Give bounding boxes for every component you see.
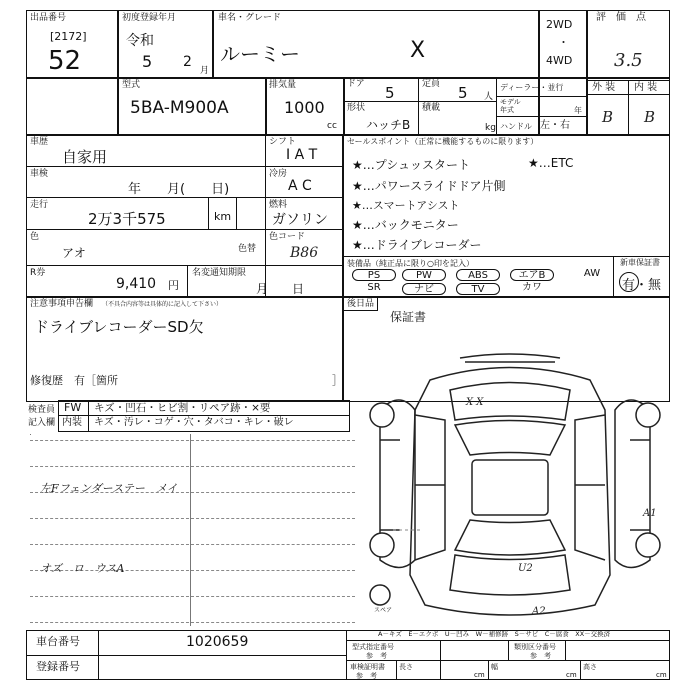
type-designation-sub: 参 考 bbox=[366, 652, 387, 660]
mark-xx: X X bbox=[466, 397, 484, 408]
history-label: 車歴 bbox=[30, 137, 49, 147]
recycle-label: R券 bbox=[30, 268, 46, 278]
shape-value: ハッチB bbox=[366, 118, 411, 132]
remark-rule bbox=[30, 466, 355, 467]
equip-row1-1: PW bbox=[402, 269, 446, 281]
remark-rule bbox=[30, 544, 355, 545]
displacement-value: 1000 bbox=[284, 98, 325, 117]
remark-rule bbox=[30, 518, 355, 519]
color-label: 色 bbox=[30, 232, 40, 242]
handle-label: ハンドル bbox=[500, 122, 532, 131]
divider bbox=[88, 400, 89, 432]
sales-points-label: セールスポイント（正常に機能するものに限ります） bbox=[347, 137, 539, 146]
model-year-unit: 年 bbox=[574, 106, 582, 115]
inspection-label: 車検 bbox=[30, 169, 49, 179]
score-label: 評 価 点 bbox=[596, 12, 646, 23]
chassis-label: 車台番号 bbox=[36, 635, 80, 648]
inspection-value: 年 月( 日) bbox=[128, 182, 230, 197]
divider bbox=[58, 415, 350, 416]
damage-legend: A－キズ E－エクボ U－凹み W－補修跡 S－サビ C－腐食 XX－交換済 bbox=[378, 630, 611, 638]
ac-label: 冷房 bbox=[269, 169, 288, 179]
equip-row2-0: SR bbox=[367, 282, 381, 293]
divider bbox=[396, 660, 397, 680]
warranty-value: 有・無 bbox=[622, 278, 662, 293]
sales-point-3: ★…パワースライドドア片側 bbox=[352, 179, 506, 193]
divider bbox=[265, 134, 266, 296]
remark-1: 左Fフェンダーステー メイ bbox=[40, 482, 178, 495]
divider bbox=[586, 10, 588, 135]
car-name: ルーミー bbox=[220, 42, 300, 66]
load-unit: kg bbox=[485, 123, 496, 133]
shift-label: シフト bbox=[269, 137, 297, 147]
fuel-label: 燃料 bbox=[269, 200, 288, 210]
equip-row2-1: ナビ bbox=[402, 283, 446, 295]
divider bbox=[212, 10, 214, 78]
notes-text: ドライブレコーダーSD欠 bbox=[34, 318, 204, 336]
first-reg-month: 2 bbox=[183, 54, 192, 70]
mileage-value: 2万3千575 bbox=[88, 210, 166, 228]
height-unit: cm bbox=[656, 671, 667, 679]
cert-sub: 参 考 bbox=[356, 672, 377, 680]
score-value: 3.5 bbox=[614, 50, 643, 71]
category-sub: 参 考 bbox=[530, 652, 551, 660]
divider bbox=[440, 640, 441, 680]
interior-inspect-label: 内装 bbox=[62, 417, 82, 428]
divider bbox=[628, 80, 629, 135]
recycle-unit: 円 bbox=[168, 279, 179, 292]
shape-label: 形状 bbox=[347, 103, 366, 113]
divider bbox=[342, 310, 377, 311]
divider bbox=[236, 197, 237, 229]
lot-label: 出品番号 bbox=[30, 13, 67, 23]
notes-label: 注意事項申告欄 bbox=[30, 299, 94, 309]
interior-label: 内 装 bbox=[634, 82, 658, 93]
warranty-label: 新車保証書 bbox=[620, 258, 660, 267]
repair-history: 修復歴 有［箇所 bbox=[30, 374, 118, 387]
divider bbox=[26, 265, 342, 266]
exterior-value: B bbox=[602, 108, 614, 126]
divider bbox=[26, 229, 342, 230]
divider bbox=[342, 134, 344, 402]
mark-u2: U2 bbox=[518, 563, 533, 574]
equip-row2-2: TV bbox=[456, 283, 500, 295]
inspector-label-2: 記入欄 bbox=[28, 418, 56, 428]
divider bbox=[496, 116, 586, 117]
divider bbox=[26, 197, 342, 198]
divider bbox=[26, 134, 670, 136]
model-value: 5BA-M900A bbox=[130, 98, 229, 118]
width-label: 幅 bbox=[491, 663, 498, 671]
exterior-label: 外 装 bbox=[592, 82, 616, 93]
divider bbox=[117, 10, 119, 135]
repair-close: ］ bbox=[332, 374, 343, 387]
repaint-label: 色替 bbox=[238, 244, 257, 254]
fw-items: キズ・凹石・ヒビ割・リペア跡・×要 bbox=[94, 402, 271, 414]
length-unit: cm bbox=[474, 671, 485, 679]
remark-rule bbox=[30, 596, 355, 597]
sales-point-4: ★…スマートアシスト bbox=[352, 199, 460, 212]
displacement-unit: cc bbox=[327, 121, 337, 131]
color-value: アオ bbox=[62, 246, 86, 260]
type-designation-label: 型式指定番号 bbox=[352, 643, 394, 651]
lot-code: [2172] bbox=[50, 30, 87, 43]
spare-label: スペア bbox=[374, 607, 393, 614]
divider bbox=[418, 77, 419, 135]
sheet-frame bbox=[26, 10, 670, 402]
car-name-label: 車名・グレード bbox=[218, 13, 282, 23]
fuel-value: ガソリン bbox=[272, 212, 328, 228]
divider bbox=[265, 77, 267, 135]
door-label: ドア bbox=[347, 79, 365, 89]
displacement-label: 排気量 bbox=[269, 80, 297, 90]
remark-rule bbox=[30, 622, 355, 623]
capacity-unit: 人 bbox=[484, 92, 494, 102]
divider bbox=[346, 630, 347, 680]
history-value: 自家用 bbox=[62, 148, 108, 166]
sales-point-6: ★…ドライブレコーダー bbox=[352, 238, 482, 252]
width-unit: cm bbox=[566, 671, 577, 679]
capacity-value: 5 bbox=[458, 84, 468, 102]
divider bbox=[488, 660, 489, 680]
chassis-value: 1020659 bbox=[186, 634, 249, 650]
fw-label: FW bbox=[64, 401, 82, 414]
length-label: 長さ bbox=[399, 663, 413, 671]
drive-2wd: 2WD bbox=[546, 18, 573, 31]
door-value: 5 bbox=[385, 84, 395, 102]
divider bbox=[26, 296, 670, 298]
color-code-value: B86 bbox=[290, 245, 319, 261]
divider bbox=[190, 434, 191, 626]
divider bbox=[508, 640, 509, 660]
inspector-label-1: 検査員 bbox=[28, 405, 56, 415]
equip-row2-3: カワ bbox=[522, 282, 542, 293]
notes-sublabel: （不具合内容等は具体的に記入して下さい） bbox=[102, 301, 223, 308]
remark-rule bbox=[30, 440, 355, 441]
divider bbox=[580, 660, 581, 680]
equip-row1-2: ABS bbox=[456, 269, 500, 281]
divider bbox=[187, 265, 188, 296]
divider bbox=[346, 660, 670, 661]
drive-dot: ・ bbox=[558, 36, 569, 49]
first-reg-year: 5 bbox=[142, 52, 153, 71]
shift-value: I A T bbox=[286, 147, 318, 163]
sales-point-1: ★…プシュッスタート bbox=[352, 158, 471, 172]
interior-value: B bbox=[644, 108, 656, 126]
category-label: 類別区分番号 bbox=[514, 643, 556, 651]
car-diagram bbox=[360, 350, 670, 640]
mark-a2: A2 bbox=[532, 606, 546, 617]
lot-number: 52 bbox=[48, 46, 82, 76]
capacity-label: 定員 bbox=[422, 79, 441, 89]
cert-label: 車検証明書 bbox=[350, 663, 385, 671]
era: 令和 bbox=[126, 33, 154, 49]
handle-value: 左・右 bbox=[540, 120, 570, 131]
sales-point-2: ★…ETC bbox=[528, 156, 574, 170]
divider bbox=[377, 297, 378, 311]
title-deadline-label: 名変通知期限 bbox=[192, 268, 247, 278]
reg-label: 登録番号 bbox=[36, 660, 80, 673]
title-deadline-value: 月 日 bbox=[256, 282, 305, 296]
recycle-value: 9,410 bbox=[116, 276, 157, 292]
rear-items-label: 後日品 bbox=[347, 299, 375, 309]
equip-row1-4: AW bbox=[583, 268, 601, 279]
load-label: 積載 bbox=[422, 103, 441, 113]
remark-2: オズ ロ ウスA bbox=[40, 562, 125, 575]
mileage-unit: km bbox=[214, 210, 232, 223]
interior-inspect-items: キズ・汚レ・コゲ・穴・タバコ・キレ・破レ bbox=[94, 417, 294, 428]
dealer-label: ディーラー・並行 bbox=[500, 83, 564, 92]
height-label: 高さ bbox=[583, 663, 597, 671]
model-label: 型式 bbox=[122, 80, 141, 90]
warranty-circle bbox=[619, 272, 639, 292]
month-unit: 月 bbox=[200, 66, 210, 76]
divider bbox=[343, 101, 496, 102]
equipment-label: 装備品（純正品に限り○印を記入） bbox=[347, 259, 474, 268]
divider bbox=[30, 434, 31, 435]
equip-row1-0: PS bbox=[352, 269, 396, 281]
equip-row1-3: エアB bbox=[510, 269, 554, 281]
divider bbox=[496, 96, 586, 97]
rear-items-value: 保証書 bbox=[390, 310, 427, 324]
divider bbox=[565, 640, 566, 660]
divider bbox=[343, 77, 345, 135]
divider bbox=[342, 256, 670, 257]
mileage-label: 走行 bbox=[30, 200, 49, 210]
color-code-label: 色コード bbox=[269, 232, 306, 242]
first-reg-label: 初度登録年月 bbox=[122, 13, 177, 23]
divider bbox=[98, 630, 99, 680]
divider bbox=[26, 655, 346, 656]
sales-point-5: ★…バックモニター bbox=[352, 218, 459, 232]
divider bbox=[208, 197, 209, 229]
mark-a1: A1 bbox=[643, 508, 657, 519]
divider bbox=[496, 77, 497, 135]
model-year-label: モデル 年式 bbox=[500, 98, 521, 114]
ac-value: A C bbox=[288, 178, 312, 194]
drive-4wd: 4WD bbox=[546, 54, 573, 67]
grade: X bbox=[410, 38, 426, 63]
